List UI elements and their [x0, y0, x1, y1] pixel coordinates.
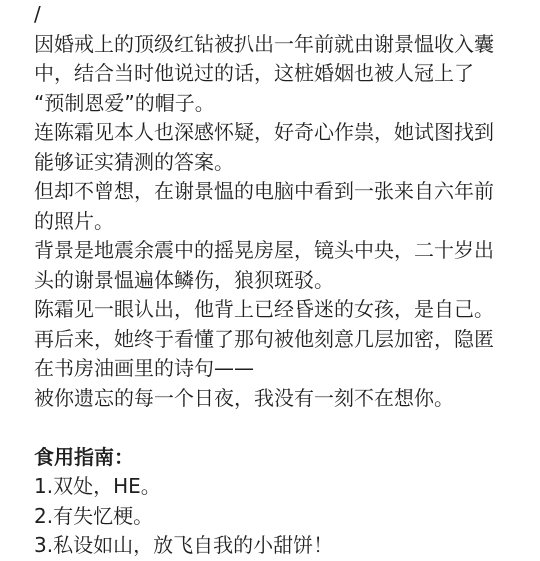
- text-line: “预制恩爱”的帽子。: [34, 90, 215, 115]
- text-line: 中，结合当时他说过的话，这桩婚姻也被人冠上了: [34, 61, 474, 85]
- guide-item: 1.双处，HE。: [34, 474, 161, 498]
- text-line: 再后来，她终于看懂了那句被他刻意几层加密，隐匿: [34, 326, 494, 351]
- guide-item: 2.有失忆梗。: [34, 503, 154, 528]
- guide-heading: 食用指南：: [34, 444, 134, 469]
- text-line: 在书房油画里的诗句——: [34, 356, 254, 380]
- guide-item: 3.私设如山，放飞自我的小甜饼！: [34, 533, 334, 557]
- blank-line: [34, 413, 524, 443]
- text-line: 连陈霜见本人也深感怀疑，好奇心作祟，她试图找到: [34, 120, 494, 144]
- text-line: 因婚戒上的顶级红钻被扒出一年前就由谢景愠收入囊: [34, 31, 494, 56]
- text-line: /: [34, 2, 41, 26]
- synopsis-text: [34, 0, 524, 561]
- text-line: 的照片。: [34, 208, 114, 233]
- text-line: 背景是地震余震中的摇晃房屋，镜头中央，二十岁出: [34, 238, 494, 262]
- text-line: 被你遗忘的每一个日夜，我没有一刻不在想你。: [34, 385, 454, 410]
- text-line: 但却不曾想，在谢景愠的电脑中看到一张来自六年前: [34, 179, 494, 203]
- text-line: 头的谢景愠遍体鳞伤，狼狈斑驳。: [34, 267, 334, 292]
- text-line: 能够证实猜测的答案。: [34, 149, 234, 174]
- text-line: 陈霜见一眼认出，他背上已经昏迷的女孩，是自己。: [34, 297, 494, 321]
